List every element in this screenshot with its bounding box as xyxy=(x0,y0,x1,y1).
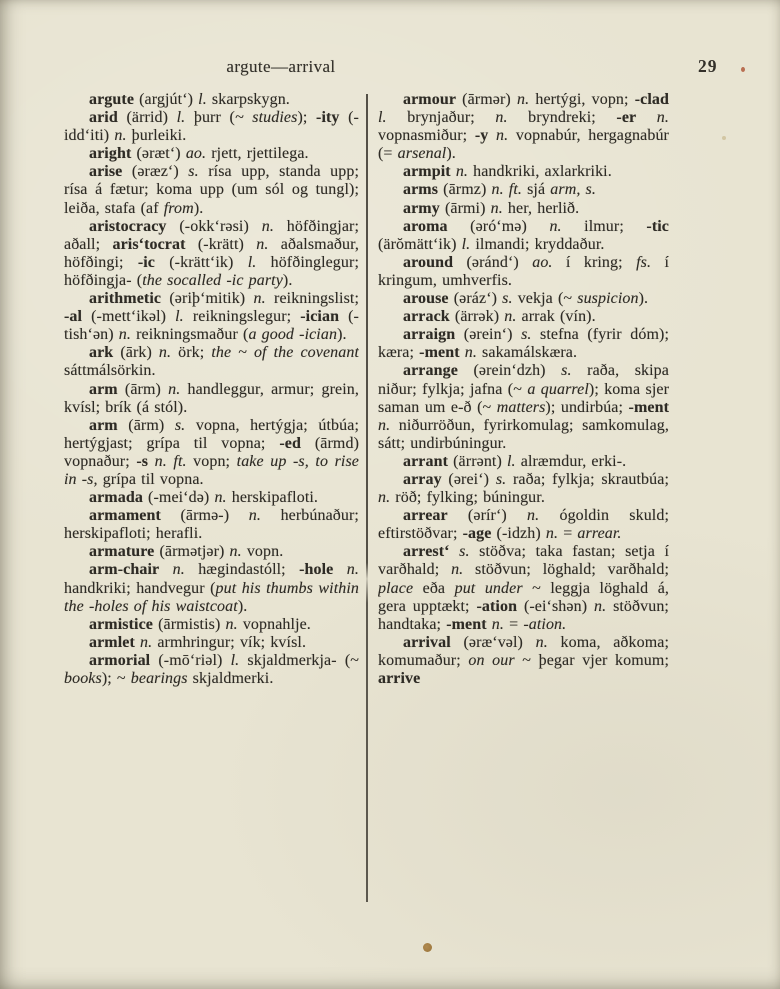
dictionary-entry: array (ərei‘) s. raða; fylkja; skrautbúa; n. röð; fylking; búningur. xyxy=(378,470,669,507)
dictionary-entry: arms (ārmz) n. ft. sjá arm, s. xyxy=(403,181,596,199)
dictionary-entry: armada (-mei‘də) n. herskipafloti. xyxy=(89,489,319,507)
dictionary-entry: arid (ärrid) l. þurr (~ studies); -ity (-idd‘iti) n. þurleiki. xyxy=(64,109,359,145)
dictionary-entry: arise (əræz‘) s. rísa upp, standa upp; rísa á fætur; koma upp (um sól og tungl); leiða, stafa (af from). xyxy=(64,163,359,217)
dictionary-entry: armament (ārmə-) n. herbúnaður; herskipafloti; herafli. xyxy=(64,507,359,543)
dictionary-entry: armlet n. armhringur; vík; kvísl. xyxy=(89,633,307,651)
dictionary-entry: arithmetic (əriþ‘mitik) n. reikningslist; -al (-mett‘ikəl) l. reikningslegur; -ician (-tish‘ən) n. reikningsmaður (a good -ician). xyxy=(64,290,359,344)
dictionary-entry: arrear (ərír‘) n. ógoldin skuld; eftirstöðvar; -age (-idzh) n. = arrear. xyxy=(378,507,669,543)
page-number: 29 xyxy=(698,56,718,76)
dictionary-entry: around (əránd‘) ao. í kring; fs. í kringum, umhverfis. xyxy=(378,253,669,289)
dictionary-entry: arrival (əræ‘vəl) n. koma, aðkoma; komumaður; on our ~ þegar vjer komum; arrive xyxy=(378,633,669,687)
dictionary-entry: argute (argjút‘) l. skarpskygn. xyxy=(89,91,290,108)
dictionary-entry: arm (ārm) s. vopna, hertýgja; útbúa; hertýgjast; grípa til vopna; -ed (ārmd) vopnaður; -s n. ft. vopn; take up -s, to rise in -s, grípa til vopna. xyxy=(64,416,359,488)
dictionary-entry: armature (ārmətjər) n. vopn. xyxy=(89,543,284,561)
dictionary-entry: aristocracy (-okk‘rəsi) n. höfðingjar; aðall; aris‘tocrat (-krätt) n. aðalsmaður, höfðingi; -ic (-krätt‘ik) l. höfðinglegur; höfðingja- (the socalled -ic party). xyxy=(64,217,359,289)
paper-spot xyxy=(423,943,432,952)
left-column xyxy=(64,91,359,917)
dictionary-entry: army (ārmi) n. her, herlið. xyxy=(403,199,580,217)
dictionary-entry: arm-chair n. hægindastóll; -hole n. handkriki; handvegur (put his thumbs within the -holes of his waistcoat). xyxy=(64,561,359,615)
dictionary-entry: ark (ārk) n. örk; the ~ of the covenant sáttmálsörkin. xyxy=(64,344,359,380)
running-head: argute—arrival xyxy=(226,57,336,76)
right-column xyxy=(378,91,669,899)
dictionary-entry: arm (ārm) n. handleggur, armur; grein, kvísl; brík (á stól). xyxy=(64,380,359,416)
column-divider-rule xyxy=(366,94,368,902)
dictionary-entry: arrack (ärrək) n. arrak (vín). xyxy=(403,308,596,326)
dictionary-entry: armistice (ārmistis) n. vopnahlje. xyxy=(89,615,311,633)
dictionary-entry: arrange (ərein‘dzh) s. raða, skipa niður; fylkja; jafna (~ a quarrel); koma sjer saman um e-ð (~ matters); undirbúa; -ment n. niðurröðun, fyrirkomulag; samkomulag, sátt; undirbúningur. xyxy=(378,362,669,452)
dictionary-entry: arouse (əráz‘) s. vekja (~ suspicion). xyxy=(403,290,649,308)
paper-speck xyxy=(741,67,745,72)
dictionary-entry: arraign (ərein‘) s. stefna (fyrir dóm); kæra; -ment n. sakamálskæra. xyxy=(378,326,669,362)
dictionary-entry: arrant (ärrənt) l. alræmdur, erki-. xyxy=(403,452,627,470)
paper-speck xyxy=(722,136,726,140)
dictionary-entry: armour (ārmər) n. hertýgi, vopn; -clad l. brynjaður; n. bryndreki; -er n. vopnasmiður; -y n. vopnabúr, hergagnabúr (= arsenal). xyxy=(378,91,669,163)
dictionary-entry: aright (əræt‘) ao. rjett, rjettilega. xyxy=(89,145,309,163)
dictionary-entry: arrest‘ s. stöðva; taka fastan; setja í varðhald; n. stöðvun; löghald; varðhald; place eða put under ~ leggja löghald á, gera upptækt; -ation (-ei‘shən) n. stöðvun; handtaka; -ment n. = -ation. xyxy=(378,543,669,633)
dictionary-entry: aroma (əró‘mə) n. ilmur; -tic (ärŏmätt‘ik) l. ilmandi; kryddaður. xyxy=(378,217,669,253)
dictionary-entry: armorial (-mō‘riəl) l. skjaldmerkja- (~ books); ~ bearings skjaldmerki. xyxy=(64,651,359,687)
dictionary-entry: armpit n. handkriki, axlarkriki. xyxy=(403,163,612,181)
